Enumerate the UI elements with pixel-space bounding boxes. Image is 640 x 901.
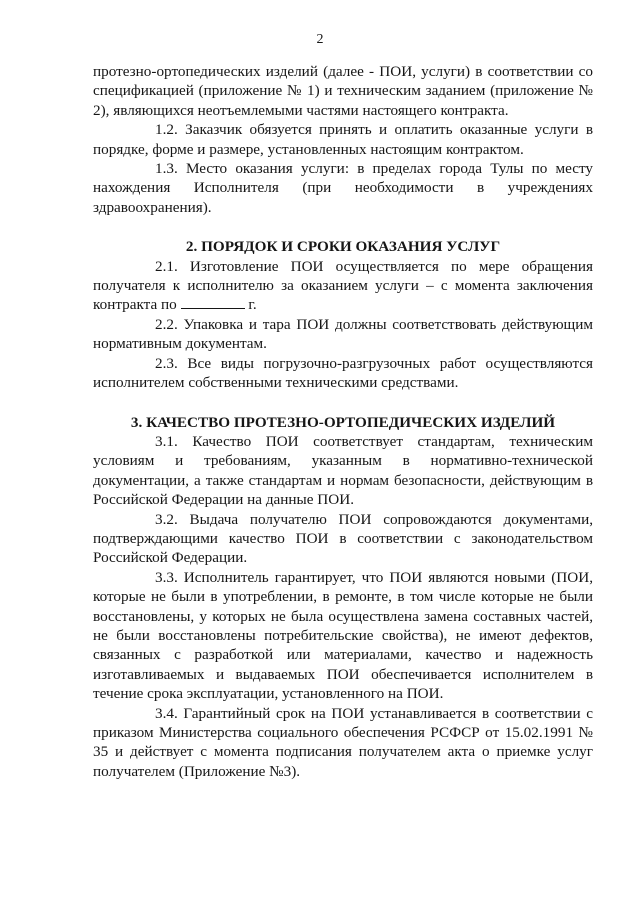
page-number: 2 xyxy=(316,32,324,47)
section-3-heading: 3. КАЧЕСТВО ПРОТЕЗНО-ОРТОПЕДИЧЕСКИХ ИЗДЕЛИЙ xyxy=(130,413,556,431)
paragraph-2-1-text: 2.1. Изготовление ПОИ осуществляется по мере обращения получателя к исполнителю за оказанием услуги – с момента заключения контракта по xyxy=(93,257,593,314)
paragraph-1-2: 1.2. Заказчик обязуется принять и оплатить оказанные услуги в порядке, форме и размере, установленных настоящим контрактом. xyxy=(93,121,593,158)
paragraph-2-2: 2.2. Упаковка и тара ПОИ должны соответствовать действующим нормативным документам. xyxy=(93,315,593,353)
paragraph-3-1: 3.1. Качество ПОИ соответствует стандартам, техническим условиям и требованиям, указанным в нормативно-технической документации, а также стандартам и нормам безопасности, действующим в Российской Федерации на данные ПОИ. xyxy=(93,432,593,509)
paragraph-3-2: 3.2. Выдача получателю ПОИ сопровождаются документами, подтверждающими качество ПОИ в соответствии с законодательством Российской Федерации. xyxy=(93,510,593,567)
document-body xyxy=(93,62,593,781)
paragraph-3-3: 3.3. Исполнитель гарантирует, что ПОИ являются новыми (ПОИ, которые не были в употреблении, в ремонте, в том числе которые не были восстановлены, у которых не была осуществлена замена составных частей, не были восстановлены потребительские свойства), не имеют дефектов, связанных с разработкой или материалами, качество и надежность изготавливаемых и выдаваемых ПОИ обеспечивается исполнителем в течение срока эксплуатации, установленного на ПОИ. xyxy=(93,568,593,703)
date-blank-line xyxy=(181,295,245,309)
paragraph-1-3: 1.3. Место оказания услуги: в пределах города Тулы по месту нахождения Исполнителя (при необходимости в учреждениях здравоохранения). xyxy=(93,160,593,216)
section-2-heading: 2. ПОРЯДОК И СРОКИ ОКАЗАНИЯ УСЛУГ xyxy=(185,238,501,256)
paragraph-2-1-suffix: г. xyxy=(248,296,257,314)
paragraph-intro: протезно-ортопедических изделий (далее - ПОИ, услуги) в соответствии со спецификацией (приложение № 1) и техническим заданием (приложение № 2), являющихся неотъемлемыми частями настоящего контракта. xyxy=(93,63,593,119)
paragraph-2-3: 2.3. Все виды погрузочно-разгрузочных работ осуществляются исполнителем собственными техническими средствами. xyxy=(93,354,593,392)
paragraph-3-4: 3.4. Гарантийный срок на ПОИ устанавливается в соответствии с приказом Министерства социального обеспечения РСФСР от 15.02.1991 № 35 и действует с момента подписания получателем акта о приемке услуг получателем (Приложение №3). xyxy=(93,704,593,780)
paragraph-2-1 xyxy=(93,257,593,315)
